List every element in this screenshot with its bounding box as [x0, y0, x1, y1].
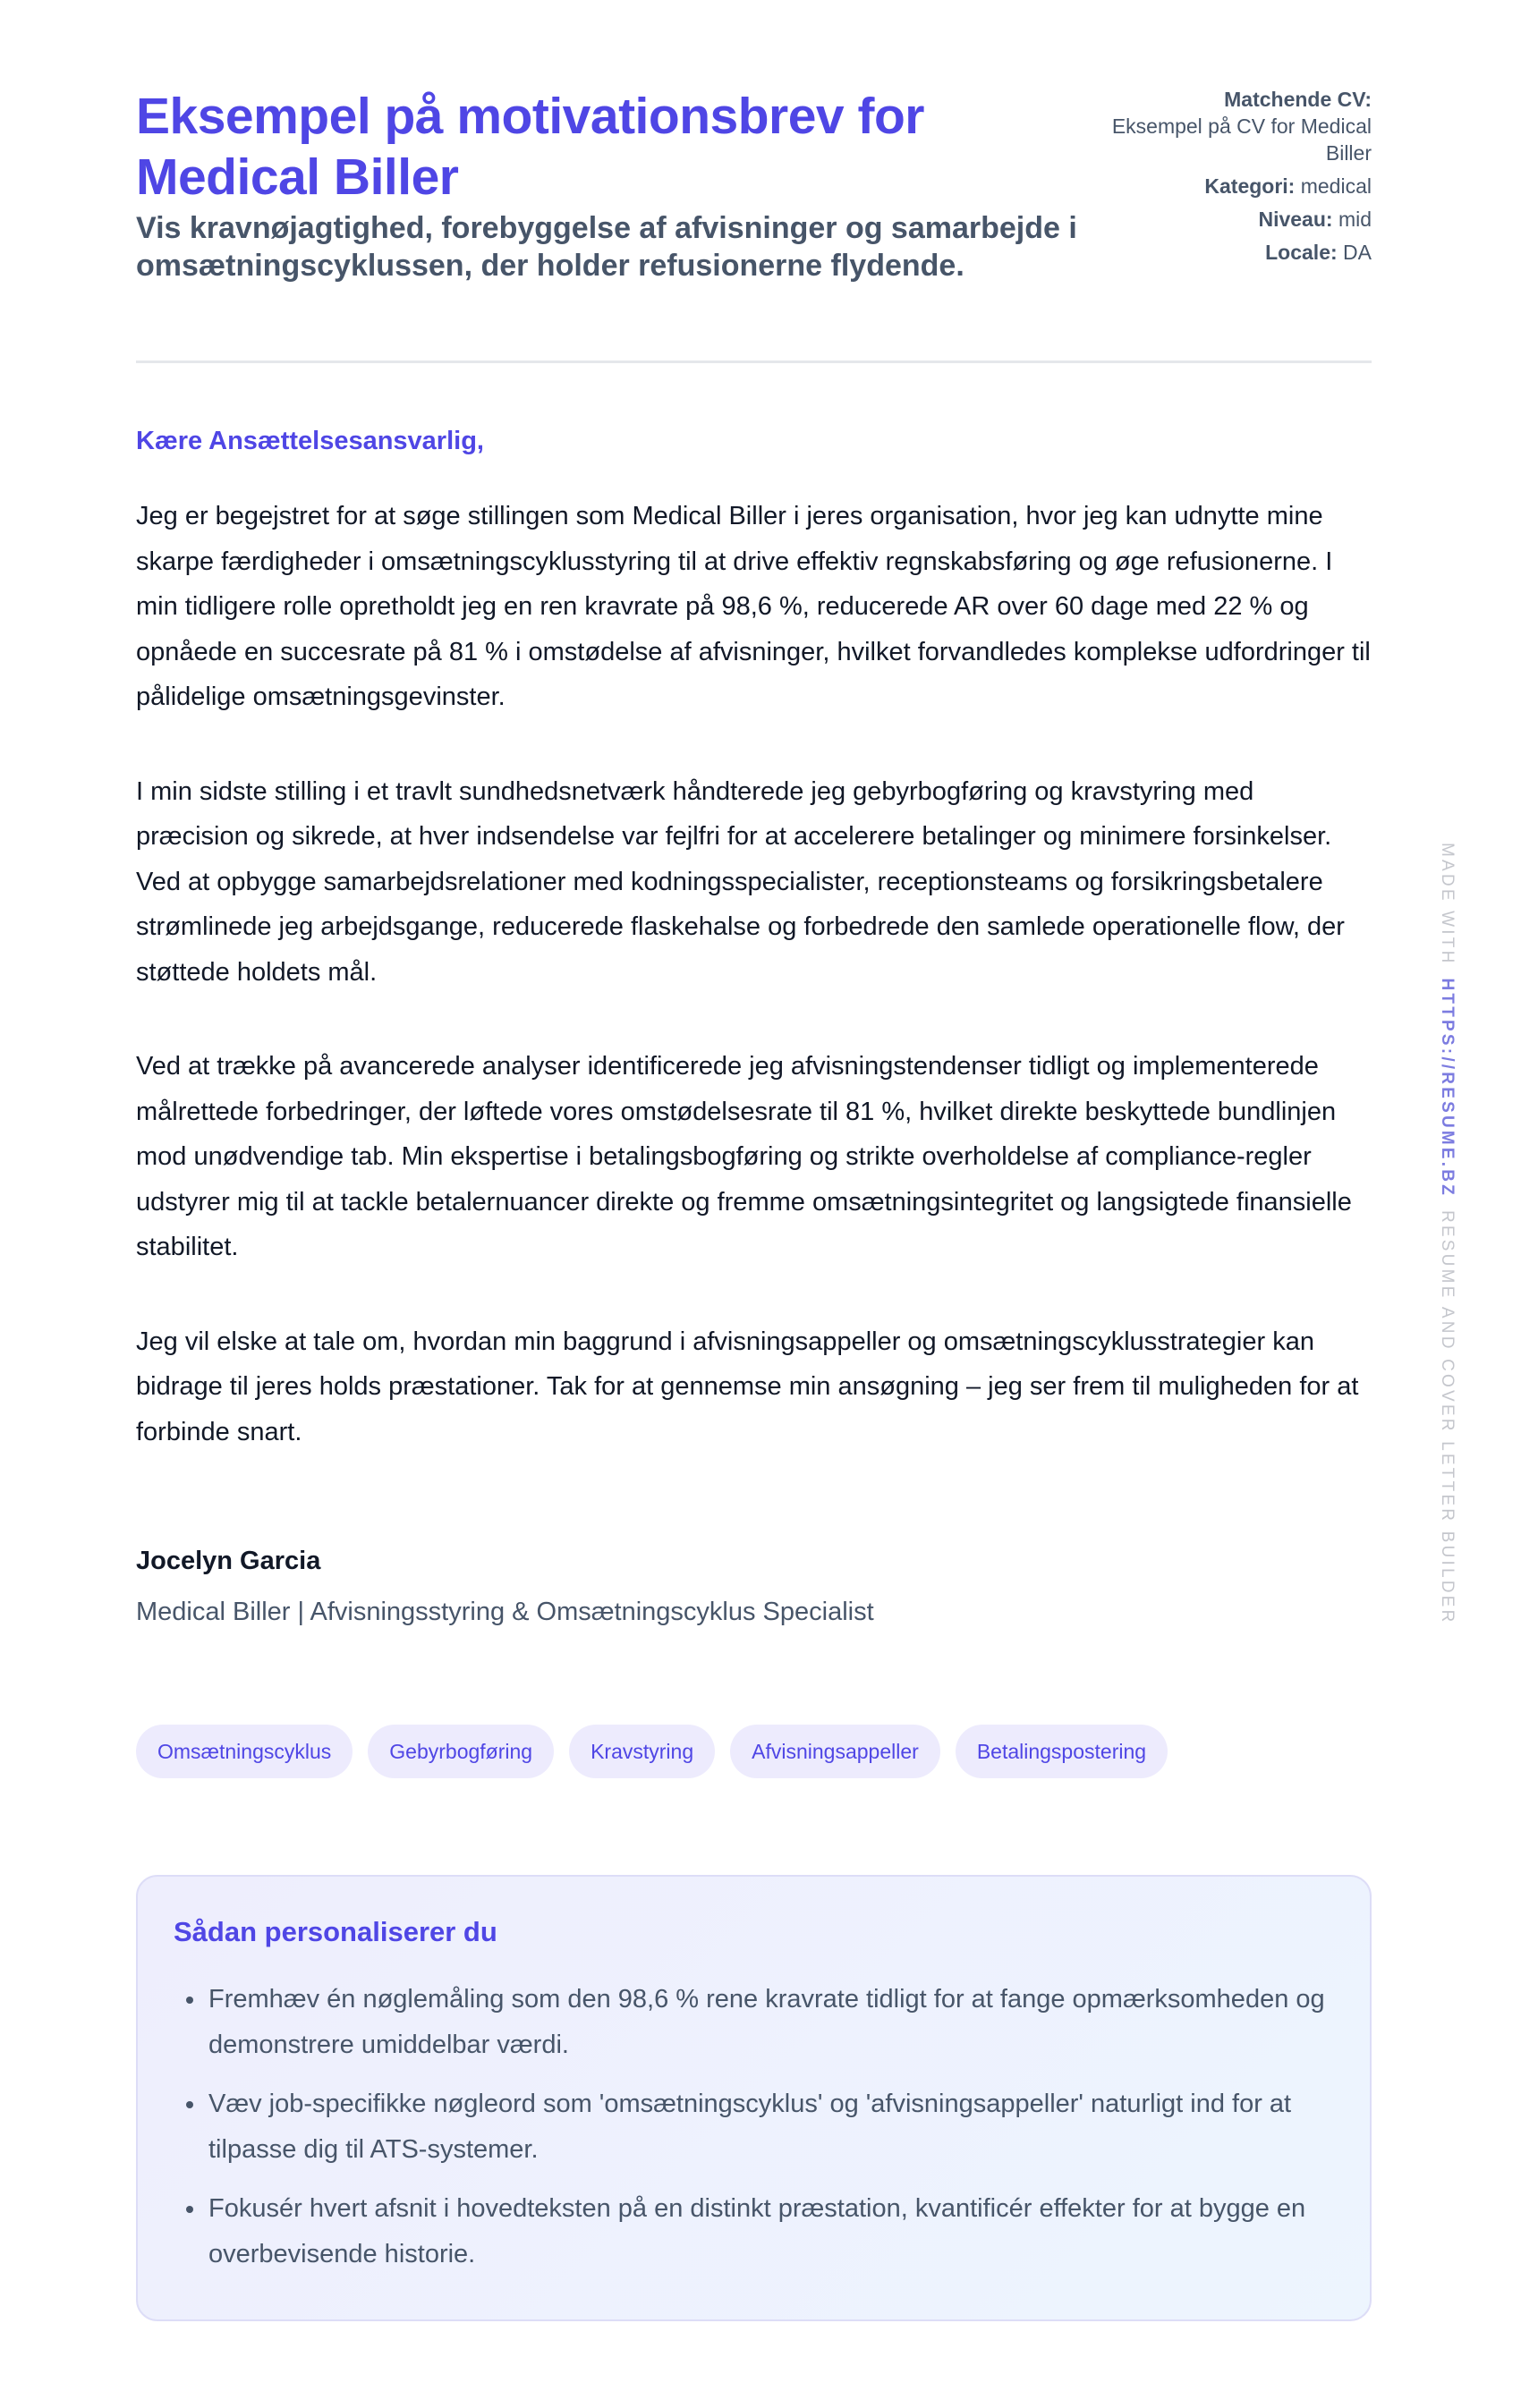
- tip-item: • Væv job-specifikke nøgleord som 'omsætningscyklus' og 'afvisningsappeller' naturligt ind for at tilpasse dig til ATS-systemer.: [207, 2082, 1334, 2173]
- skill-tag[interactable]: Omsætningscyklus: [136, 1725, 353, 1778]
- letter-body: [136, 494, 1372, 1504]
- tips-list: [174, 1977, 1334, 2277]
- meta-matching-cv-link[interactable]: Eksempel på CV for Medical Biller: [1111, 114, 1372, 165]
- page-subtitle: Vis kravnøjagtighed, forebyggelse af afvisninger og samarbejde i omsætningscyklussen, der holder refusionerne flydende.: [136, 211, 1077, 283]
- skill-tag[interactable]: Betalingspostering: [956, 1725, 1168, 1778]
- letter-signature: [136, 1543, 874, 1630]
- signature-name: Jocelyn Garcia: [136, 1547, 321, 1575]
- side-credit-link[interactable]: HTTPS://RESUME.BZ: [1438, 978, 1457, 1198]
- letter-paragraph: I min sidste stilling i et travlt sundhedsnetværk håndterede jeg gebyrbogføring og kravstyring med præcision og sikrede, at hver indsendelse var fejlfri for at accelerere betalinger og minimere forsinkelser. Ved at opbygge samarbejdsrelationer med kodningsspecialister, receptionsteams og forsikringsbetalere strømlinede jeg arbejdsgange, reducerede flaskehalse og forbedrede den samlede operationelle flow, der støttede holdets mål.: [136, 776, 1345, 987]
- skill-tag[interactable]: Gebyrbogføring: [368, 1725, 554, 1778]
- personalization-tips: [136, 1875, 1372, 2321]
- header-title-block: [136, 86, 1111, 284]
- meta-level-label: Niveau:: [1258, 208, 1333, 231]
- letter-paragraph: Jeg vil elske at tale om, hvordan min baggrund i afvisningsappeller og omsætningscyklusstrategier kan bidrage til jeres holds præstationer. Tak for at gennemse min ansøgning – jeg ser frem til muligheden for at forbinde snart.: [136, 1327, 1359, 1446]
- skill-tag[interactable]: Kravstyring: [569, 1725, 715, 1778]
- skill-tag[interactable]: Afvisningsappeller: [730, 1725, 940, 1778]
- page-title: Eksempel på motivationsbrev for Medical Biller: [136, 88, 924, 206]
- meta-locale: [1103, 239, 1372, 266]
- letter-paragraph: Ved at trække på avancerede analyser identificerede jeg afvisningstendenser tidligt og implementerede målrettede forbedringer, der løftede vores omstødelsesrate til 81 %, hvilket direkte beskyttede bundlinjen mod unødvendige tab. Min ekspertise i betalingsbogføring og strikte overholdelse af compliance-regler udstyrer mig til at tackle betalernuancer direkte og fremme omsætningsintegritet og langsigtede finansielle stabilitet.: [136, 1052, 1352, 1261]
- header-divider: [136, 360, 1372, 363]
- letter-greeting: Kære Ansættelsesansvarlig,: [136, 427, 484, 455]
- meta-locale-label: Locale:: [1265, 241, 1338, 264]
- meta-level-value: mid: [1338, 208, 1372, 231]
- meta-locale-value: DA: [1343, 241, 1372, 264]
- tips-title: Sådan personaliserer du: [174, 1916, 497, 1947]
- side-credit: [1437, 843, 1457, 1624]
- tip-item: • Fokusér hvert afsnit i hovedteksten på en distinkt præstation, kvantificér effekter for at bygge en overbevisende historie.: [207, 2186, 1334, 2277]
- meta-matching-cv: [1103, 86, 1372, 166]
- meta-category: [1103, 173, 1372, 199]
- signature-title: Medical Biller | Afvisningsstyring & Omsætningscyklus Specialist: [136, 1598, 874, 1626]
- tip-item: • Fremhæv én nøglemåling som den 98,6 % rene kravrate tidligt for at fange opmærksomheden og demonstrere umiddelbar værdi.: [207, 1977, 1334, 2068]
- side-credit-prefix: MADE WITH: [1438, 843, 1457, 966]
- side-credit-suffix: RESUME AND COVER LETTER BUILDER: [1438, 1209, 1457, 1625]
- meta-category-value: medical: [1300, 174, 1372, 198]
- meta-info: [1103, 86, 1372, 272]
- meta-matching-cv-label: Matchende CV:: [1224, 88, 1372, 111]
- letter-paragraph: Jeg er begejstret for at søge stillingen som Medical Biller i jeres organisation, hvor jeg kan udnytte mine skarpe færdigheder i omsætningscyklusstyring til at drive effektiv regnskabsføring og øge refusionerne. I min tidligere rolle opretholdt jeg en ren kravrate på 98,6 %, reducerede AR over 60 dage med 22 % og opnåede en succesrate på 81 % i omstødelse af afvisninger, hvilket forvandledes komplekse udfordringer til pålidelige omsætningsgevinster.: [136, 502, 1371, 711]
- skill-tags: [136, 1725, 1168, 1778]
- meta-category-label: Kategori:: [1204, 174, 1296, 198]
- meta-level: [1103, 206, 1372, 233]
